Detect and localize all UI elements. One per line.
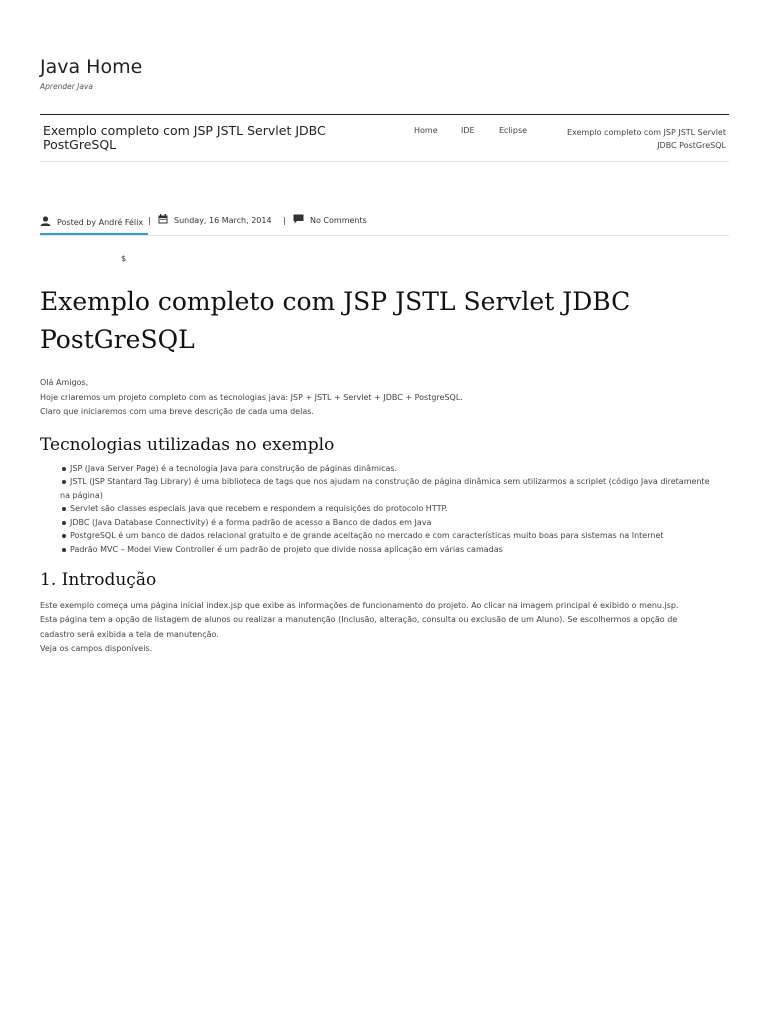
meta-author-prefix: Posted by bbox=[57, 217, 97, 227]
paragraph-line: Veja os campos disponíveis. bbox=[40, 644, 153, 654]
meta-separator: | bbox=[148, 216, 151, 225]
meta-comments bbox=[293, 214, 367, 226]
comment-icon bbox=[293, 214, 304, 226]
list-item-text: na página) bbox=[60, 490, 103, 500]
user-icon bbox=[40, 216, 51, 228]
site-tagline: Aprender Java bbox=[40, 82, 94, 91]
section-heading-technologies: Tecnologias utilizadas no exemplo bbox=[40, 434, 335, 455]
page-title-bar bbox=[40, 114, 729, 162]
intro-line: Hoje criaremos um projeto completo com as tecnologias java: JSP + JSTL + Servlet + JDBC + PostgreSQL. bbox=[40, 392, 463, 402]
list-item-text: JSTL (JSP Stantard Tag Library) é uma biblioteca de tags que nos ajudam na construção de página dinâmica sem utilizarmos a scriplet (código Java diretamente bbox=[70, 477, 710, 487]
stray-text: $ bbox=[121, 254, 127, 263]
page-heading: Exemplo completo com JSP JSTL Servlet JDBC PostGreSQL bbox=[43, 123, 326, 152]
post-meta bbox=[40, 212, 729, 236]
list-item: PostgreSQL é um banco de dados relacional gratuito e de grande aceitação no mercado e com características muito boas para sistemas na Internet bbox=[40, 529, 730, 543]
breadcrumb bbox=[406, 126, 726, 156]
breadcrumb-current: Exemplo completo com JSP JSTL Servlet JDBC PostGreSQL bbox=[567, 128, 726, 150]
author-link[interactable]: André Félix bbox=[98, 217, 144, 227]
article-title: Exemplo completo com JSP JSTL Servlet JDBC PostGreSQL bbox=[40, 287, 631, 354]
meta-author bbox=[40, 216, 143, 228]
list-item: JSP (Java Server Page) é a tecnologia Java para construção de páginas dinâmicas. bbox=[40, 462, 730, 476]
breadcrumb-home-link[interactable]: Home bbox=[414, 126, 438, 135]
paragraph-line: Este exemplo começa uma página inicial index.jsp que exibe as informações de funcionamento do projeto. Ao clicar na imagem principal é exibido o menu.jsp. bbox=[40, 600, 679, 610]
site-title-link[interactable]: Java Home bbox=[40, 56, 143, 78]
site-header bbox=[40, 56, 730, 91]
meta-separator: | bbox=[283, 216, 286, 225]
intro-line: Olá Amigos, bbox=[40, 378, 89, 387]
list-item: Servlet são classes especiais java que recebem e respondem a requisições do protocolo HTTP. bbox=[40, 502, 730, 516]
list-item: Padrão MVC – Model View Controller é um padrão de projeto que divide nossa aplicação em várias camadas bbox=[40, 543, 730, 557]
comments-link[interactable]: No Comments bbox=[310, 215, 367, 225]
breadcrumb-ide-link[interactable]: IDE bbox=[461, 126, 475, 135]
section-heading-introducao: 1. Introdução bbox=[40, 569, 157, 590]
list-item bbox=[40, 475, 730, 489]
list-item-continuation bbox=[40, 489, 730, 503]
paragraph-line: cadastro será exibida a tela de manutenção. bbox=[40, 629, 219, 639]
breadcrumb-eclipse-link[interactable]: Eclipse bbox=[499, 126, 528, 135]
list-item: JDBC (Java Database Connectivity) é a forma padrão de acesso a Banco de dados em Java bbox=[40, 516, 730, 530]
technologies-list bbox=[40, 462, 730, 557]
calendar-icon bbox=[158, 214, 168, 226]
paragraph-line: Esta página tem a opção de listagem de alunos ou realizar a manutenção (Inclusão, alteração, consulta ou exclusão de um Aluno). Se escolhermos a opção de bbox=[40, 615, 678, 625]
meta-date-text: Sunday, 16 March, 2014 bbox=[174, 215, 272, 225]
meta-date bbox=[158, 214, 272, 226]
intro-line: Claro que iniciaremos com uma breve descrição de cada uma delas. bbox=[40, 407, 314, 416]
article-content bbox=[40, 376, 730, 657]
